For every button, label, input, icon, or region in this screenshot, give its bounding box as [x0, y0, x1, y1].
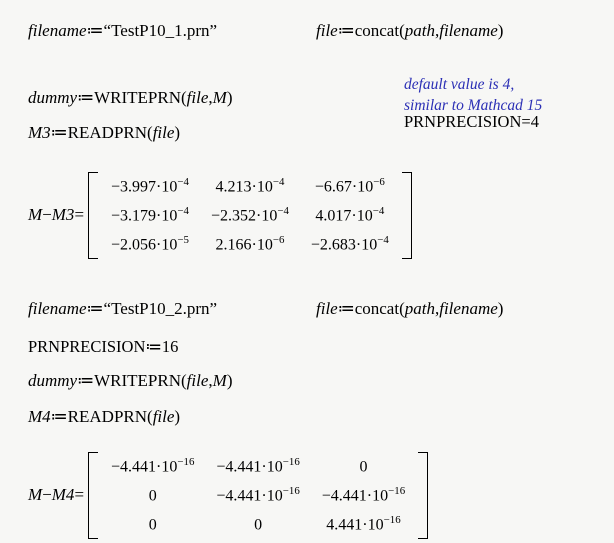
- cell-exponent: −4: [177, 204, 189, 217]
- cell-exponent: −4: [177, 176, 189, 188]
- writeprn-arg-file: file: [186, 88, 209, 107]
- cell-mantissa: 0: [359, 458, 368, 476]
- concat-arg-filename: filename: [439, 21, 498, 40]
- filename-variable: filename: [28, 299, 87, 318]
- cell-mantissa: 4.213·10: [215, 178, 273, 196]
- cell-mantissa: −2.352·10: [210, 207, 278, 225]
- writeprn-function: WRITEPRN: [94, 371, 181, 390]
- cell-mantissa: 0: [148, 487, 157, 505]
- close-paren: ): [174, 123, 181, 142]
- cell-exponent: −4: [377, 233, 389, 246]
- note-line-2: similar to Mathcad 15: [404, 96, 543, 114]
- matrix-right-bracket: [402, 172, 412, 259]
- prnprecision-label: PRNPRECISION: [404, 112, 522, 131]
- arg-separator: ,: [434, 21, 440, 40]
- matrix-cell: [311, 452, 416, 481]
- table-row: [100, 172, 400, 201]
- matrix-cell: [100, 172, 200, 201]
- cell-mantissa: −3.997·10: [111, 178, 178, 196]
- result2-minuend: M: [28, 485, 43, 505]
- prnprecision-evaluation[interactable]: [404, 113, 539, 131]
- file-variable: file: [316, 21, 338, 40]
- file-assignment-1[interactable]: [316, 22, 503, 41]
- assign-operator: ≔: [86, 21, 104, 40]
- m3-assignment[interactable]: [28, 124, 180, 143]
- matrix-cell: [100, 510, 205, 539]
- close-paren: ): [174, 407, 181, 426]
- minus-operator: −: [42, 485, 52, 505]
- matrix-cell: [100, 201, 200, 230]
- prnprecision-value: 4: [530, 112, 539, 131]
- open-paren: (: [181, 371, 187, 390]
- close-paren: ): [497, 299, 504, 318]
- cell-exponent: −16: [177, 456, 195, 468]
- writeprn-function: WRITEPRN: [94, 88, 181, 107]
- table-row: [100, 510, 416, 539]
- filename-assignment-2[interactable]: [28, 300, 217, 319]
- arg-separator: ,: [434, 299, 440, 318]
- assign-operator: ≔: [145, 337, 162, 356]
- m4-assignment[interactable]: [28, 408, 180, 427]
- filename-assignment-1[interactable]: [28, 22, 217, 41]
- table-row: [100, 230, 400, 259]
- cell-exponent: −5: [177, 233, 189, 246]
- cell-mantissa: 0: [254, 516, 263, 534]
- file-assignment-2[interactable]: [316, 300, 503, 319]
- equals-operator: =: [74, 205, 85, 225]
- open-paren: (: [181, 88, 187, 107]
- prnprecision-value-16: 16: [161, 337, 179, 356]
- close-paren: ): [497, 21, 504, 40]
- cell-exponent: −4: [372, 204, 385, 217]
- close-paren: ): [226, 88, 233, 107]
- assign-operator: ≔: [86, 299, 104, 318]
- result2-matrix: [88, 452, 428, 539]
- cell-exponent: −16: [282, 456, 300, 468]
- matrix-cell: [205, 452, 310, 481]
- matrix-cell: [200, 172, 300, 201]
- cell-exponent: −4: [272, 176, 285, 188]
- filename-value-2: “TestP10_2.prn”: [103, 299, 218, 318]
- writeprn-arg-file: file: [186, 371, 209, 390]
- cell-mantissa: −2.683·10: [310, 236, 378, 254]
- open-paren: (: [399, 21, 405, 40]
- cell-mantissa: 0: [148, 516, 157, 534]
- assign-operator: ≔: [77, 88, 95, 107]
- concat-arg-path: path: [404, 21, 435, 40]
- concat-arg-path: path: [404, 299, 435, 318]
- cell-exponent: −6: [272, 233, 285, 246]
- cell-exponent: −4: [277, 204, 289, 217]
- table-row: [100, 481, 416, 510]
- matrix-cell: [100, 481, 205, 510]
- readprn-function: READPRN: [67, 123, 148, 142]
- minus-operator: −: [42, 205, 52, 225]
- m3-variable: M3: [28, 123, 51, 142]
- m4-variable: M4: [28, 407, 51, 426]
- matrix-cell: [300, 201, 400, 230]
- open-paren: (: [399, 299, 405, 318]
- result1-matrix: [88, 172, 412, 259]
- m-minus-m3-result[interactable]: [28, 172, 412, 259]
- cell-mantissa: 2.166·10: [215, 236, 273, 254]
- matrix-cell: [311, 481, 416, 510]
- result2-label: [28, 486, 88, 505]
- cell-exponent: −16: [383, 513, 401, 526]
- matrix-cell: [205, 481, 310, 510]
- equals-operator: =: [521, 112, 531, 131]
- result1-label: [28, 206, 88, 225]
- annotation-note: [404, 75, 542, 117]
- note-line-1: default value is 4,: [404, 76, 515, 93]
- matrix-table-2: [100, 452, 416, 539]
- matrix-cell: [311, 510, 416, 539]
- dummy-assignment-2[interactable]: [28, 372, 232, 391]
- matrix-cell: [200, 230, 300, 259]
- assign-operator: ≔: [77, 371, 95, 390]
- assign-operator: ≔: [337, 299, 355, 318]
- result1-subtrahend: M3: [51, 205, 75, 225]
- table-row: [100, 452, 416, 481]
- cell-mantissa: −6.67·10: [314, 178, 374, 196]
- arg-separator: ,: [208, 88, 213, 107]
- cell-exponent: −6: [373, 176, 385, 188]
- open-paren: (: [147, 123, 153, 142]
- assign-operator: ≔: [50, 407, 68, 426]
- readprn-arg-file: file: [152, 407, 175, 426]
- dummy-variable: dummy: [28, 88, 78, 107]
- matrix-cell: [205, 510, 310, 539]
- prnprecision-label: PRNPRECISION: [28, 337, 146, 356]
- matrix-table-1: [100, 172, 400, 259]
- m-minus-m4-result[interactable]: [28, 452, 428, 539]
- cell-mantissa: −4.441·10: [216, 458, 283, 476]
- cell-exponent: −16: [388, 484, 406, 497]
- readprn-arg-file: file: [152, 123, 175, 142]
- cell-mantissa: −4.441·10: [111, 458, 178, 476]
- assign-operator: ≔: [50, 123, 68, 142]
- equals-operator: =: [74, 485, 85, 505]
- open-paren: (: [147, 407, 153, 426]
- dummy-assignment-1[interactable]: [28, 89, 232, 108]
- prnprecision-assignment[interactable]: [28, 338, 178, 356]
- result1-minuend: M: [28, 205, 43, 225]
- concat-arg-filename: filename: [439, 299, 498, 318]
- assign-operator: ≔: [337, 21, 355, 40]
- cell-mantissa: −4.441·10: [216, 487, 283, 505]
- filename-value-1: “TestP10_1.prn”: [103, 21, 218, 40]
- concat-function: concat: [354, 21, 400, 40]
- matrix-left-bracket: [88, 452, 98, 539]
- cell-mantissa: 4.017·10: [315, 207, 373, 225]
- cell-mantissa: −4.441·10: [321, 487, 389, 505]
- result2-subtrahend: M4: [51, 485, 75, 505]
- matrix-cell: [100, 452, 205, 481]
- dummy-variable: dummy: [28, 371, 78, 390]
- filename-variable: filename: [28, 21, 87, 40]
- cell-mantissa: −3.179·10: [111, 207, 178, 225]
- matrix-cell: [300, 172, 400, 201]
- close-paren: ): [226, 371, 233, 390]
- matrix-cell: [200, 201, 300, 230]
- matrix-left-bracket: [88, 172, 98, 259]
- arg-separator: ,: [208, 371, 213, 390]
- writeprn-arg-matrix: M: [212, 88, 227, 107]
- file-variable: file: [316, 299, 338, 318]
- writeprn-arg-matrix: M: [212, 371, 227, 390]
- matrix-cell: [300, 230, 400, 259]
- cell-mantissa: −2.056·10: [111, 236, 178, 254]
- concat-function: concat: [354, 299, 400, 318]
- readprn-function: READPRN: [67, 407, 148, 426]
- matrix-cell: [100, 230, 200, 259]
- cell-exponent: −16: [282, 484, 300, 497]
- table-row: [100, 201, 400, 230]
- cell-mantissa: 4.441·10: [326, 516, 384, 534]
- matrix-right-bracket: [418, 452, 428, 539]
